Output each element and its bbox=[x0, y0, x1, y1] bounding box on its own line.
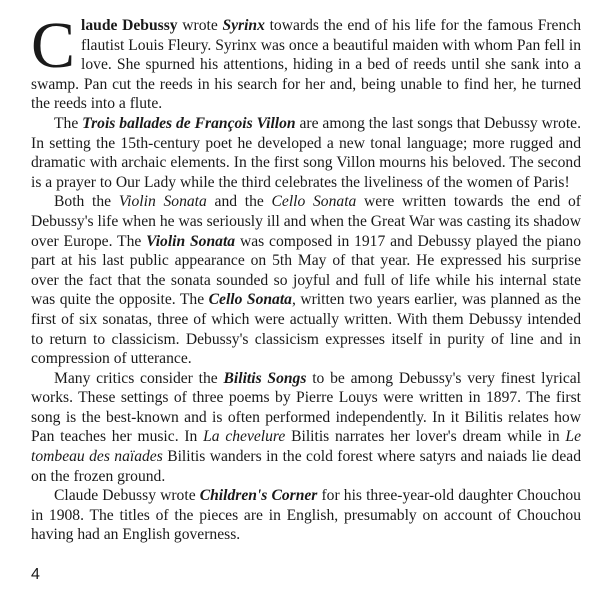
paragraph-bilitis bbox=[31, 369, 581, 487]
work-title-childrens-corner: Children's Corner bbox=[199, 487, 318, 505]
work-title-syrinx: Syrinx bbox=[222, 17, 265, 34]
text-run: were written towards the end of Debussy's life when he was seriously ill and when the Great War was casting its shadow over Europe. The bbox=[31, 193, 581, 250]
page-number: 4 bbox=[31, 566, 40, 583]
work-ref-violin-sonata: Violin Sonata bbox=[118, 193, 207, 211]
work-ref-la-chevelure: La chevelure bbox=[203, 428, 286, 446]
drop-cap: C bbox=[31, 9, 76, 82]
paragraph-syrinx bbox=[31, 9, 581, 114]
text-run: Bilitis wanders in the cold forest where satyrs and naiads lie dead on the frozen ground. bbox=[31, 448, 581, 485]
work-ref-cello-sonata: Cello Sonata bbox=[271, 193, 357, 211]
text-run: was composed in 1917 and Debussy played the piano part at his last public appearance on 5th May of that year. He expressed his surprise over the fact that the sonata sounded so joyful and full of life while his internal state was quite the opposite. The bbox=[31, 232, 582, 309]
text-run: to be among Debussy's very finest lyrical works. These settings of three poems by Pierre Louys were written in 1897. The first song is the best-known and is often performed independently. In it Bilitis relates how Pan teaches her music. In bbox=[31, 369, 581, 446]
paragraph-sonatas bbox=[31, 192, 581, 368]
text-run: for his three-year-old daughter Chouchou in 1908. The titles of the pieces are in English, presumably on account of Chouchou having had an English governess. bbox=[31, 487, 581, 544]
paragraph-trois-ballades bbox=[31, 114, 581, 192]
text-run: and the bbox=[206, 193, 272, 211]
text-run: are among the last songs that Debussy wrote. In setting the 15th-century poet he developed a new tonal language; more rugged and dramatic with archaic elements. In the first song Villon mourns his beloved. The second is a prayer to Our Lady while the third celebrates the liveliness of the women of Paris! bbox=[31, 114, 581, 191]
text-run: wrote bbox=[177, 17, 223, 34]
work-title-cello-sonata: Cello Sonata bbox=[208, 291, 292, 309]
text-run: Claude Debussy wrote bbox=[54, 487, 200, 505]
text-run: Both the bbox=[54, 193, 119, 211]
text-run: towards the end of his life for the famous French flautist Louis Fleury. Syrinx was once a beautiful maiden with whom Pan fell in love. She spurned his attentions, hiding in a bed of reeds until she sank into a swamp. Pan cut the reeds in his search for her and, being unable to find her, he turned the reeds into a flute. bbox=[31, 17, 581, 113]
text-run: , written two years earlier, was planned as the first of six sonatas, three of which were actually written. With them Debussy intended to return to classicism. Debussy's classicism expresses itself in purity of line and in compression of utterance. bbox=[31, 291, 581, 368]
work-title-violin-sonata: Violin Sonata bbox=[146, 232, 236, 250]
text-run: Many critics consider the bbox=[54, 369, 224, 387]
work-ref-le-tombeau: Le tombeau des naïades bbox=[31, 428, 581, 466]
document-page bbox=[31, 9, 582, 545]
work-title-bilitis-songs: Bilitis Songs bbox=[223, 369, 307, 387]
work-title-trois-ballades: Trois ballades de François Villon bbox=[82, 114, 296, 132]
composer-name: laude Debussy bbox=[81, 17, 178, 34]
text-run: The bbox=[54, 114, 83, 132]
paragraph-childrens-corner bbox=[31, 486, 581, 545]
text-run: Bilitis narrates her lover's dream while in bbox=[285, 428, 566, 446]
